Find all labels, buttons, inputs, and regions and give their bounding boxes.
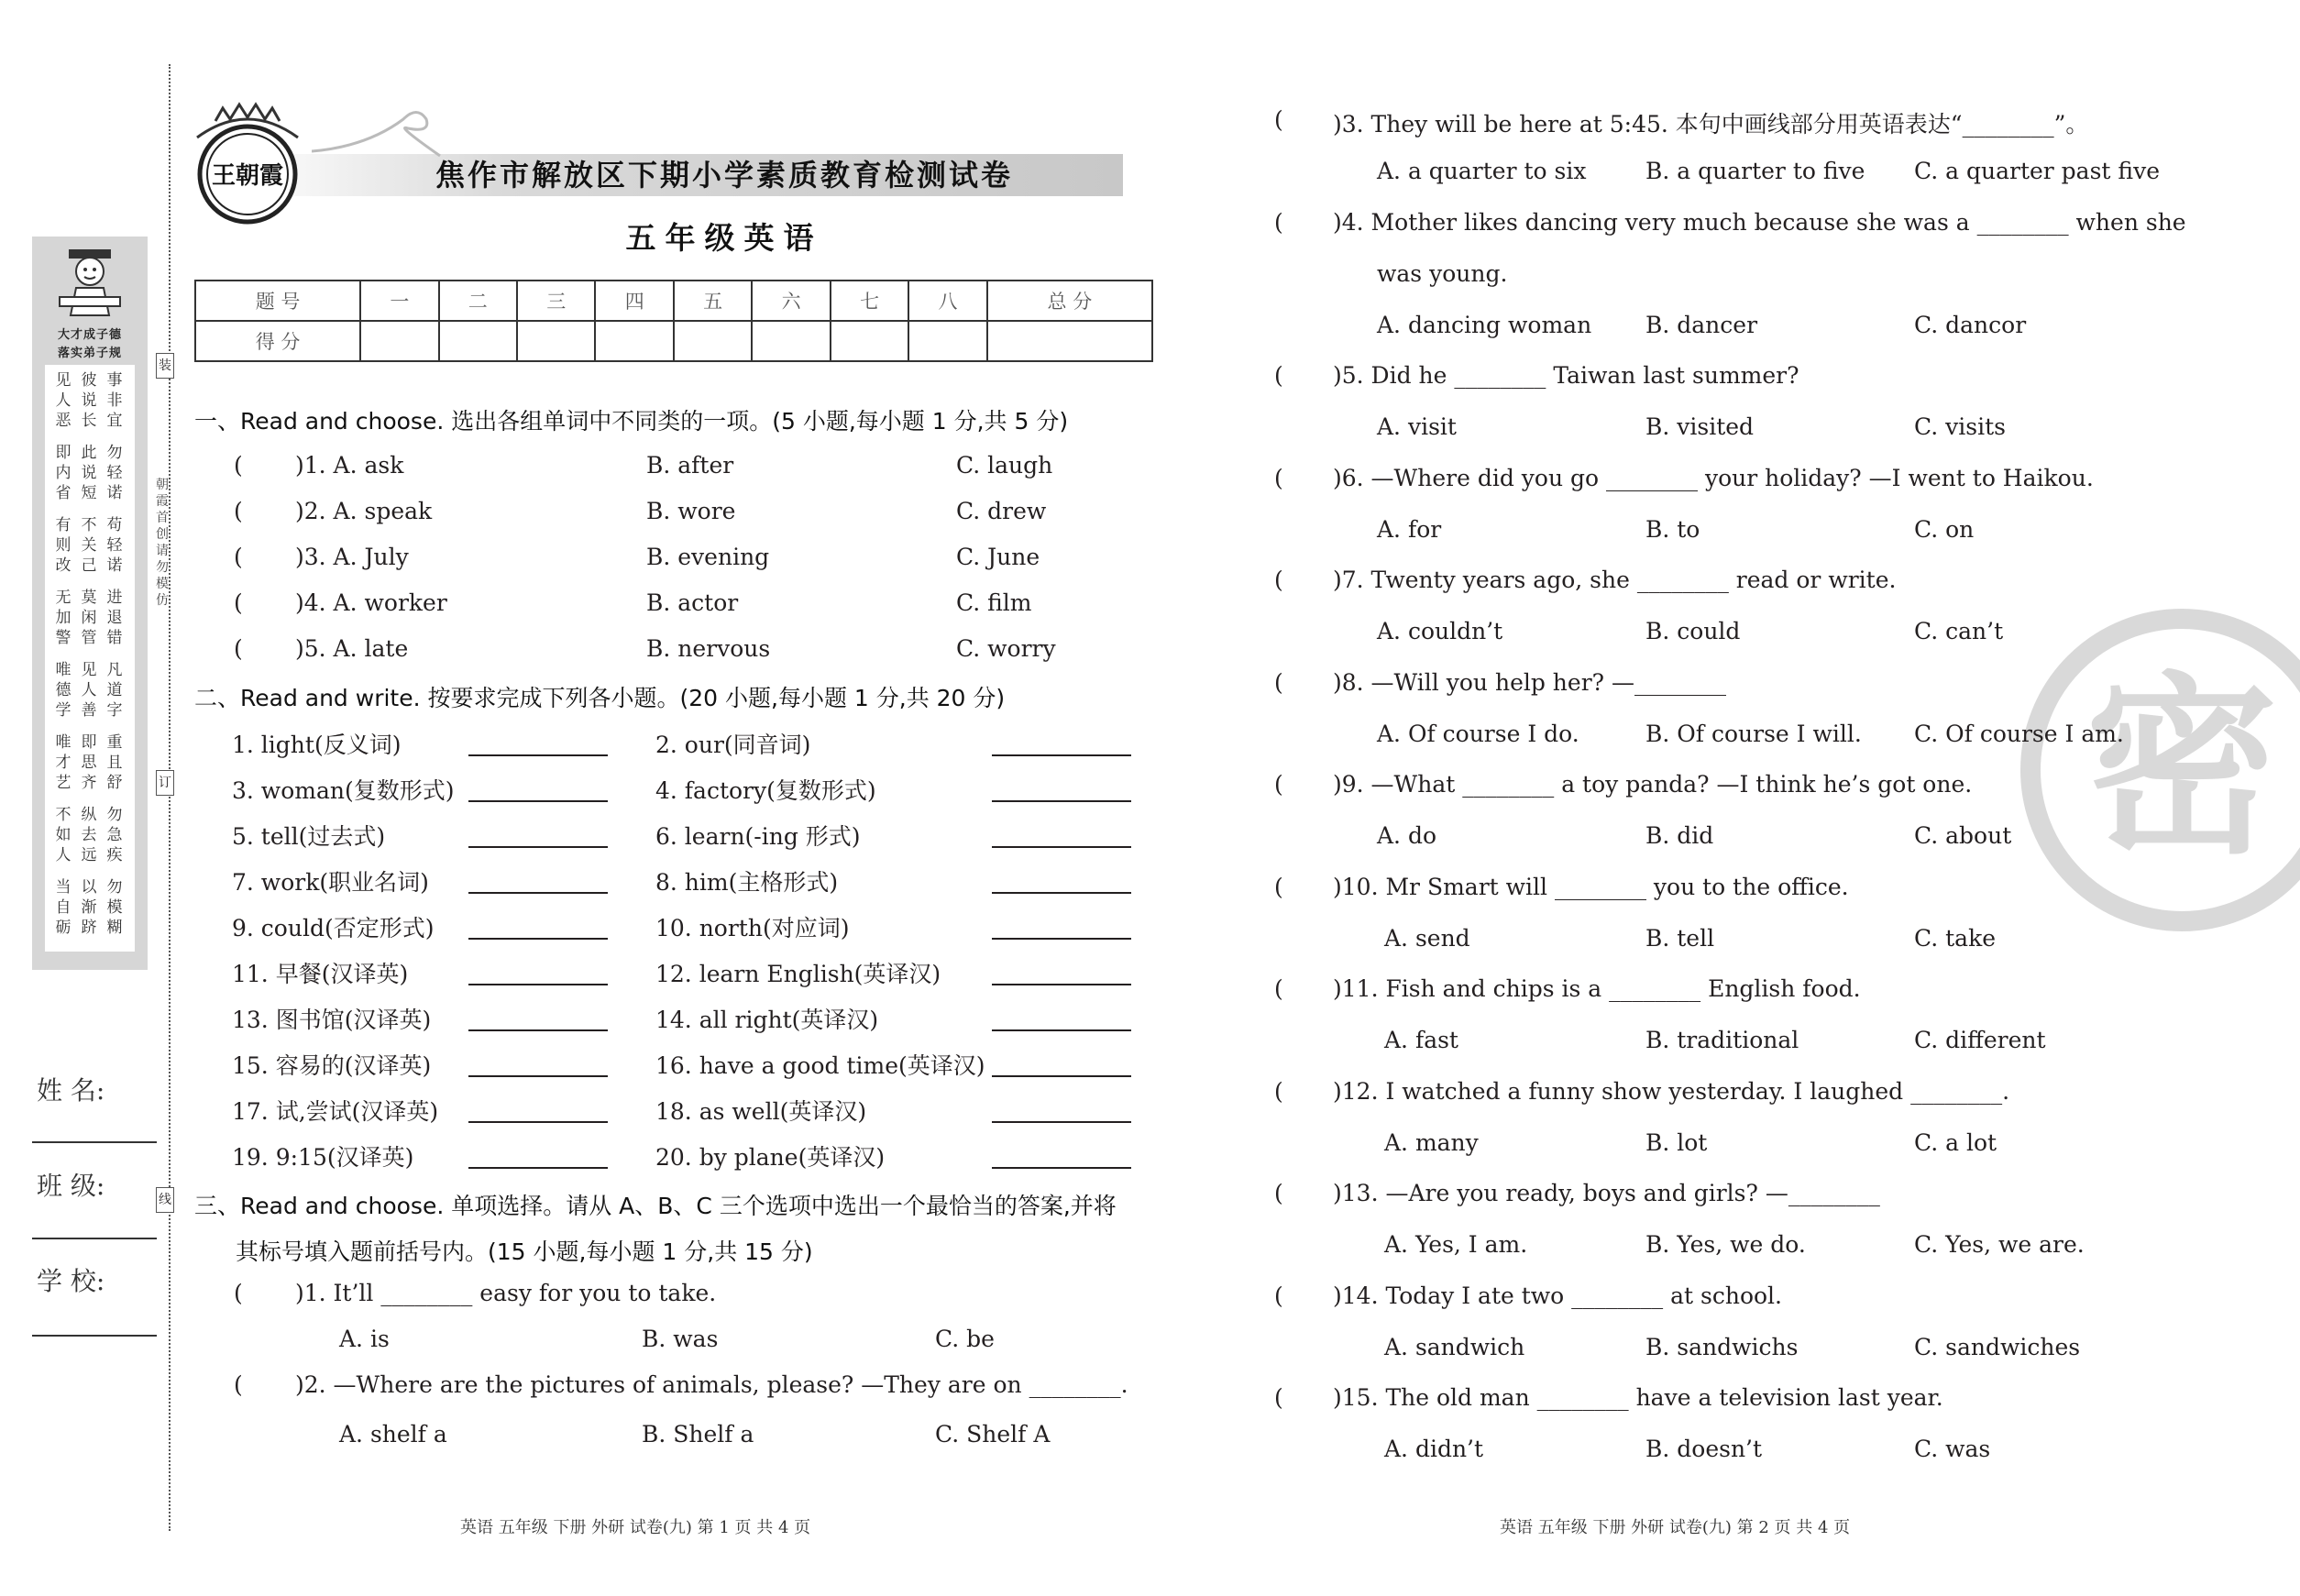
- score-header-cell: 总 分: [987, 281, 1152, 321]
- answer-blank[interactable]: [992, 984, 1131, 985]
- fill-item-right: 12. learn English(英译汉): [655, 961, 941, 987]
- question-stem: )3. They will be here at 5:45. 本句中画线部分用英语表达“________”。: [1333, 111, 2089, 138]
- answer-paren[interactable]: (: [234, 589, 243, 616]
- item-option-a: )4. A. worker: [295, 589, 447, 616]
- fill-item-right: 18. as well(英译汉): [655, 1098, 867, 1125]
- option-a: A. Of course I do.: [1377, 720, 1579, 747]
- question-1-option-a: A. is: [339, 1326, 390, 1352]
- question-stem: )10. Mr Smart will ________ you to the office.: [1333, 873, 1849, 900]
- answer-blank[interactable]: [468, 800, 608, 802]
- section3-heading-line2: 其标号填入题前括号内。(15 小题,每小题 1 分,共 15 分): [236, 1238, 813, 1265]
- fill-item-right: 16. have a good time(英译汉): [655, 1052, 985, 1079]
- option-c: C. dancor: [1914, 311, 2027, 338]
- question-stem-continued: was young.: [1377, 259, 1508, 287]
- score-input-cell[interactable]: [908, 321, 986, 361]
- answer-blank[interactable]: [468, 984, 608, 985]
- maxim-column: 见人善: [81, 661, 97, 720]
- option-b: B. could: [1645, 618, 1741, 644]
- option-c: C. a lot: [1914, 1128, 1997, 1156]
- answer-blank[interactable]: [992, 892, 1131, 894]
- answer-blank[interactable]: [468, 892, 608, 894]
- option-a: A. couldn’t: [1377, 618, 1503, 644]
- answer-paren[interactable]: (: [234, 635, 243, 662]
- score-input-cell[interactable]: [439, 321, 517, 361]
- question-1-stem: )1. It’ll ________ easy for you to take.: [295, 1280, 717, 1306]
- maxims-box: [45, 365, 135, 952]
- option-a: A. fast: [1384, 1027, 1458, 1053]
- option-a: A. visit: [1377, 413, 1457, 440]
- maxim-column: 纵去远: [81, 806, 97, 864]
- exam-subtitle: 五年级英语: [625, 220, 823, 256]
- answer-blank[interactable]: [992, 800, 1131, 802]
- binding-mark-xian: 线: [156, 1187, 174, 1213]
- question-stem: )11. Fish and chips is a ________ English food.: [1333, 975, 1861, 1002]
- option-c: C. was: [1914, 1436, 1991, 1462]
- answer-paren[interactable]: (: [1274, 567, 1283, 593]
- answer-blank[interactable]: [992, 1029, 1131, 1031]
- maxim-column: 彼说长: [81, 371, 97, 430]
- answer-blank[interactable]: [992, 1075, 1131, 1077]
- fill-item-right: 2. our(同音词): [655, 732, 811, 758]
- item-option-c: C. film: [956, 589, 1032, 616]
- score-input-cell[interactable]: [517, 321, 595, 361]
- exam-title: 焦作市解放区下期小学素质教育检测试卷: [435, 158, 1013, 193]
- maxim-column: 见人恶: [55, 371, 72, 430]
- maxim-column: 即思齐: [81, 733, 97, 792]
- question-stem: )14. Today I ate two ________ at school.: [1333, 1282, 1783, 1309]
- question-stem: )12. I watched a funny show yesterday. I laughed ________.: [1333, 1077, 2010, 1105]
- fill-item-left: 15. 容易的(汉译英): [232, 1052, 432, 1079]
- binding-mark-zhuang: 装: [156, 353, 174, 379]
- score-input-cell[interactable]: [595, 321, 673, 361]
- score-label-cell: 得 分: [195, 321, 360, 361]
- answer-paren[interactable]: (: [234, 1371, 243, 1398]
- item-option-c: C. June: [956, 544, 1040, 570]
- option-b: B. Of course I will.: [1645, 720, 1862, 747]
- answer-paren[interactable]: (: [234, 544, 243, 570]
- fill-item-right: 4. factory(复数形式): [655, 777, 876, 804]
- fill-item-left: 9. could(否定形式): [232, 915, 435, 941]
- fill-item-right: 10. north(对应词): [655, 915, 850, 941]
- score-header-cell: 二: [439, 281, 517, 321]
- maxim-column: 唯德学: [55, 661, 72, 720]
- answer-blank[interactable]: [468, 1121, 608, 1123]
- maxim-column: 此说短: [81, 444, 97, 502]
- question-stem: )5. Did he ________ Taiwan last summer?: [1333, 362, 1799, 389]
- answer-paren[interactable]: (: [1274, 771, 1283, 798]
- question-stem: )13. —Are you ready, boys and girls? —________: [1333, 1180, 1880, 1206]
- answer-blank[interactable]: [992, 846, 1131, 848]
- question-stem: )9. —What ________ a toy panda? —I think he’s got one.: [1333, 771, 1973, 798]
- section1-heading: 一、Read and choose. 选出各组单词中不同类的一项。(5 小题,每小题 1 分,共 5 分): [194, 408, 1069, 435]
- fill-item-left: 1. light(反义词): [232, 732, 402, 758]
- fill-item-right: 14. all right(英译汉): [655, 1007, 879, 1033]
- class-label: 班 级:: [37, 1171, 105, 1201]
- item-option-b: B. evening: [646, 544, 770, 570]
- option-c: C. different: [1914, 1027, 2046, 1053]
- answer-blank[interactable]: [468, 938, 608, 940]
- answer-blank[interactable]: [468, 1167, 608, 1169]
- score-header-cell: 八: [908, 281, 986, 321]
- option-b: B. did: [1645, 822, 1714, 849]
- answer-paren[interactable]: (: [234, 498, 243, 524]
- answer-paren[interactable]: (: [234, 1280, 243, 1306]
- fill-item-left: 11. 早餐(汉译英): [232, 961, 409, 987]
- maxim-column: 唯才艺: [55, 733, 72, 792]
- item-option-c: C. drew: [956, 498, 1047, 524]
- option-c: C. a quarter past five: [1914, 158, 2161, 184]
- score-header-cell: 三: [517, 281, 595, 321]
- svg-text:王朝霞: 王朝霞: [211, 162, 284, 190]
- maxim-column: 莫闲管: [81, 589, 97, 647]
- option-a: A. for: [1377, 515, 1442, 543]
- question-stem: )6. —Where did you go ________ your holiday? —I went to Haikou.: [1333, 464, 2094, 491]
- item-option-c: C. laugh: [956, 452, 1053, 479]
- option-c: C. about: [1914, 822, 2012, 849]
- fill-item-left: 3. woman(复数形式): [232, 777, 455, 804]
- option-c: C. Of course I am.: [1914, 720, 2124, 747]
- option-b: B. visited: [1645, 413, 1755, 440]
- page1-footer: 英语 五年级 下册 外研 试卷(九) 第 1 页 共 4 页: [460, 1518, 811, 1537]
- option-a: A. a quarter to six: [1377, 158, 1587, 184]
- option-b: B. traditional: [1645, 1027, 1799, 1053]
- answer-paren[interactable]: (: [1274, 1384, 1283, 1411]
- question-1-option-b: B. was: [642, 1326, 719, 1352]
- maxim-column: 勿急疾: [106, 806, 123, 864]
- item-option-b: B. after: [646, 452, 734, 479]
- answer-paren[interactable]: (: [1274, 1282, 1283, 1309]
- confidential-stamp-icon: [2017, 605, 2300, 935]
- score-input-cell[interactable]: [360, 321, 438, 361]
- item-option-a: )3. A. July: [295, 544, 409, 570]
- fill-item-left: 17. 试,尝试(汉译英): [232, 1098, 439, 1125]
- option-a: A. send: [1384, 924, 1470, 952]
- answer-paren[interactable]: (: [234, 452, 243, 479]
- fill-item-left: 19. 9:15(汉译英): [232, 1144, 414, 1171]
- option-b: B. Yes, we do.: [1645, 1231, 1806, 1258]
- question-1-option-c: C. be: [935, 1326, 995, 1352]
- section3-heading-line1: 三、Read and choose. 单项选择。请从 A、B、C 三个选项中选出一个最恰当的答案,并将: [194, 1193, 1117, 1219]
- name-label: 姓 名:: [37, 1075, 105, 1106]
- answer-paren[interactable]: (: [1274, 362, 1283, 389]
- fill-item-right: 6. learn(-ing 形式): [655, 823, 861, 850]
- answer-paren[interactable]: (: [1274, 1077, 1283, 1105]
- question-2-option-c: C. Shelf A: [935, 1421, 1051, 1447]
- score-header-cell: 题 号: [195, 281, 360, 321]
- answer-blank[interactable]: [468, 1029, 608, 1031]
- question-stem: )15. The old man ________ have a television last year.: [1333, 1384, 1943, 1411]
- score-header-cell: 一: [360, 281, 438, 321]
- answer-blank[interactable]: [992, 938, 1131, 940]
- option-b: B. to: [1645, 515, 1700, 543]
- option-a: A. dancing woman: [1377, 311, 1592, 338]
- maxim-column: 当自砺: [55, 878, 72, 937]
- maxims-panel: [32, 237, 148, 970]
- scholar-icon: [58, 246, 122, 317]
- question-stem: )7. Twenty years ago, she ________ read or write.: [1333, 567, 1897, 593]
- option-c: C. visits: [1914, 413, 2006, 440]
- score-header-cell: 七: [831, 281, 908, 321]
- section2-heading: 二、Read and write. 按要求完成下列各小题。(20 小题,每小题 1 分,共 20 分): [194, 685, 1006, 711]
- option-b: B. doesn’t: [1645, 1436, 1763, 1462]
- option-b: B. a quarter to five: [1645, 158, 1865, 184]
- fill-item-right: 20. by plane(英译汉): [655, 1144, 886, 1171]
- option-b: B. dancer: [1645, 311, 1758, 338]
- page2-footer: 英语 五年级 下册 外研 试卷(九) 第 2 页 共 4 页: [1500, 1518, 1851, 1537]
- question-2-option-a: A. shelf a: [339, 1421, 447, 1447]
- answer-paren[interactable]: (: [1274, 975, 1283, 1002]
- maxim-column: 勿模糊: [106, 878, 123, 937]
- maxim-column: 有则改: [55, 516, 72, 575]
- maxim-column: 勿轻诺: [106, 444, 123, 502]
- score-input-cell[interactable]: [987, 321, 1152, 361]
- option-a: A. many: [1384, 1128, 1479, 1156]
- answer-blank[interactable]: [468, 846, 608, 848]
- answer-blank[interactable]: [992, 1167, 1131, 1169]
- class-field[interactable]: [32, 1238, 157, 1239]
- option-c: C. can’t: [1914, 618, 2004, 644]
- option-a: A. sandwich: [1384, 1333, 1525, 1360]
- maxim-column: 事非宜: [106, 371, 123, 430]
- item-option-c: C. worry: [956, 635, 1056, 662]
- answer-paren[interactable]: (: [1274, 668, 1283, 696]
- score-header-cell: 五: [674, 281, 752, 321]
- item-option-b: B. wore: [646, 498, 736, 524]
- maxim-column: 无加警: [55, 589, 72, 647]
- option-a: A. Yes, I am.: [1384, 1231, 1528, 1258]
- maxim-column: 不如人: [55, 806, 72, 864]
- item-option-a: )1. A. ask: [295, 452, 404, 479]
- score-header-cell: 六: [752, 281, 830, 321]
- maxim-column: 进退错: [106, 589, 123, 647]
- answer-blank[interactable]: [992, 754, 1131, 756]
- stamp-text: 密: [2085, 655, 2279, 880]
- question-2-stem: )2. —Where are the pictures of animals, please? —They are on ________.: [295, 1371, 1128, 1398]
- answer-blank[interactable]: [992, 1121, 1131, 1123]
- option-c: C. take: [1914, 924, 1997, 952]
- fill-item-left: 13. 图书馆(汉译英): [232, 1007, 432, 1033]
- answer-blank[interactable]: [468, 1075, 608, 1077]
- motto-line-2: 落实弟子规: [57, 347, 122, 360]
- question-stem: )4. Mother likes dancing very much because she was a ________ when she: [1333, 208, 2186, 236]
- item-option-a: )2. A. speak: [295, 498, 433, 524]
- item-option-b: B. actor: [646, 589, 739, 616]
- question-2-option-b: B. Shelf a: [642, 1421, 754, 1447]
- answer-paren[interactable]: (: [1274, 1180, 1283, 1206]
- answer-paren[interactable]: (: [1274, 208, 1283, 236]
- answer-paren[interactable]: (: [1274, 464, 1283, 491]
- maxim-column: 重且舒: [106, 733, 123, 792]
- maxim-column: 即内省: [55, 444, 72, 502]
- vertical-notice: 朝霞首创请勿模仿: [156, 478, 169, 608]
- score-input-cell[interactable]: [674, 321, 752, 361]
- maxim-column: 凡道字: [106, 661, 123, 720]
- score-header-cell: 四: [595, 281, 673, 321]
- binding-dotted-line: [169, 64, 171, 1531]
- name-field[interactable]: [32, 1141, 157, 1143]
- motto-line-1: 大才成子德: [57, 328, 122, 342]
- option-c: C. Yes, we are.: [1914, 1231, 2085, 1258]
- school-field[interactable]: [32, 1335, 157, 1337]
- score-input-cell[interactable]: [831, 321, 908, 361]
- school-label: 学 校:: [37, 1266, 105, 1296]
- fill-item-left: 7. work(职业名词): [232, 869, 429, 896]
- maxim-column: 苟轻诺: [106, 516, 123, 575]
- score-input-cell[interactable]: [752, 321, 830, 361]
- option-b: B. tell: [1645, 924, 1715, 952]
- maxim-column: 以渐跻: [81, 878, 97, 937]
- fill-item-right: 8. him(主格形式): [655, 869, 839, 896]
- question-stem: )8. —Will you help her? —________: [1333, 668, 1727, 696]
- option-a: A. do: [1377, 822, 1437, 849]
- binding-mark-ding: 订: [156, 770, 174, 796]
- score-table: [194, 280, 1153, 362]
- maxim-column: 不关己: [81, 516, 97, 575]
- option-c: C. sandwiches: [1914, 1333, 2081, 1360]
- item-option-b: B. nervous: [646, 635, 771, 662]
- answer-blank[interactable]: [468, 754, 608, 756]
- option-c: C. on: [1914, 515, 1975, 543]
- option-b: B. sandwichs: [1645, 1333, 1799, 1360]
- option-a: A. didn’t: [1384, 1436, 1484, 1462]
- answer-paren[interactable]: (: [1274, 873, 1283, 900]
- fill-item-left: 5. tell(过去式): [232, 823, 386, 850]
- answer-paren[interactable]: (: [1274, 106, 1283, 133]
- option-b: B. lot: [1645, 1128, 1708, 1156]
- item-option-a: )5. A. late: [295, 635, 409, 662]
